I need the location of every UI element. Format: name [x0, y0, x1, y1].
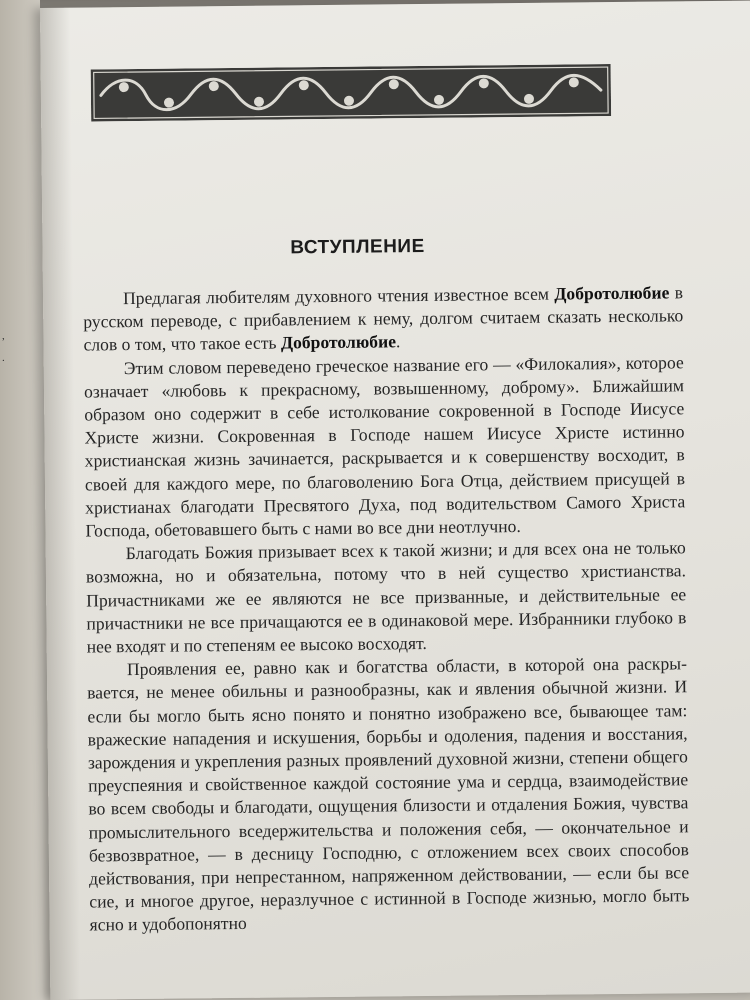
bold-term: Добротолюбие — [554, 282, 670, 304]
ornament-border-icon — [91, 64, 612, 121]
paragraph-text: Предлагая любителям духовного чтения известное всем — [122, 283, 555, 309]
left-page-fragment: , — [2, 330, 5, 342]
chapter-title: ВСТУПЛЕНИЕ — [290, 235, 425, 259]
book-page — [40, 1, 750, 1000]
paragraph: Благодать Божия призывает всех к такой жизни; и для всех она не только возможна, но и обязательна, потому что в ней существо христианства. Причастниками же ее являются не все призванные, и действительные ее причастники не все причащаются ее в одинаковой мере. Избранники глубоко в нее входят и по степеням ее высоко восходят. — [85, 537, 687, 657]
paragraph — [83, 281, 684, 357]
paragraph: Проявления ее, равно как и богатства области, в которой она раскрывается, не менее обильны и разнообразны, как и явления обычной жизни. И если бы могло быть ясно понято и понятно изображено все, бывающее там: вражеские нападения и искушения, борьбы и одоления, падения и восстания, зарождения и укрепления разных проявлений духовной жизни, степени общего преуспеяния и свойственное каждой состояние ума и сердца, взаимодействие во всем свободы и благодати, ощущения близости и отдаления Божия, чувства промыслительного вседержительства и положения себя, — окончательное и безвозвратное, — в десницу Господню, с отложением всех своих способов действования, при непрестанном, напряженном действовании, — если бы все сие, и многое другое, неразлучное с истинной в Господе жизнью, могло быть ясно и удобопонятно — [87, 653, 690, 936]
paragraph-text: в русском переводе, с прибавлением к нему, долгом считаем сказать несколько слов о том, что такое есть — [83, 282, 684, 355]
bold-term: Добротолюбие — [280, 331, 397, 353]
paragraph-text: . — [395, 331, 401, 352]
paragraph: Этим словом переведено греческое название его — «Филокалия», которое означает «любовь к прекрасному, возвышенному, доброму». Ближайшим образом оно содержит в себе истолкование сокровенной в Господе Иисусе Христе жизни. Сокровенная в Господе нашем Иисусе Христе истинно христианская жизнь зачинается, раскрывается и к совершенству восходит, в своей для каждого мере, по благоволению Бога Отца, действием присущей в христианах благодати Пресвятого Духа, под водительством Самого Христа Господа, обетовавшего быть с нами во все дни неотлучно. — [83, 351, 686, 541]
left-page-fragment: . — [2, 352, 5, 364]
body-text — [83, 281, 690, 937]
